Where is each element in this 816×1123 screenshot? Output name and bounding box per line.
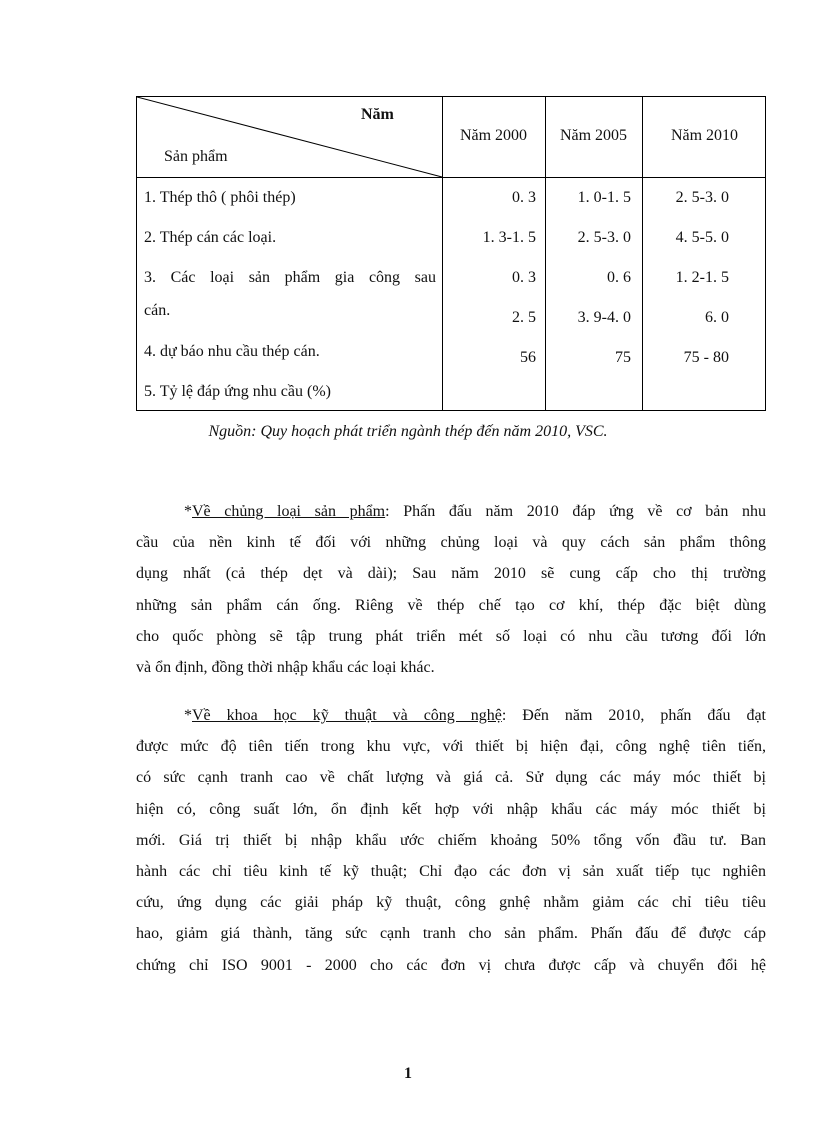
header-divider <box>442 177 765 178</box>
paragraph-heading: Về chủng loại sản phẩm <box>192 503 386 520</box>
table-cell: 2. 5-3. 0 <box>577 229 631 246</box>
page-number: 1 <box>404 1065 412 1082</box>
production-table <box>136 96 766 411</box>
column-header: Năm 2010 <box>670 127 739 144</box>
row-label: 1. Thép thô ( phôi thép) <box>144 189 296 206</box>
table-cell: 1. 0-1. 5 <box>577 189 631 206</box>
table-cell: 0. 3 <box>512 189 536 206</box>
paragraph-line: hành các chỉ tiêu kinh tế kỹ thuật; Chỉ đạo các đơn vị sản xuất tiếp tục nghiên <box>136 862 766 880</box>
table-cell: 75 - 80 <box>683 349 729 366</box>
paragraph-line: cho quốc phòng sẽ tập trung phát triển mét số loại có nhu cầu tương đối lớn <box>136 627 766 645</box>
table-cell: 0. 6 <box>607 269 631 286</box>
paragraph-line: cầu của nền kinh tế đối với những chủng loại và quy cách sản phẩm thông <box>136 534 766 552</box>
paragraph-line: chứng chỉ ISO 9001 - 2000 cho các đơn vị chưa được cấp và chuyển đổi hệ <box>136 956 766 974</box>
paragraph-product-types <box>136 496 766 683</box>
paragraph-line: và ổn định, đồng thời nhập khẩu các loại khác. <box>136 658 435 676</box>
bullet-star: * <box>184 707 192 724</box>
paragraph-line: hiện có, công suất lớn, ổn định kết hợp với nhập khẩu các máy móc thiết bị <box>136 800 766 818</box>
paragraph-heading: Về khoa học kỹ thuật và công nghệ <box>192 707 502 724</box>
table-cell: 1. 3-1. 5 <box>482 229 536 246</box>
header-divider <box>137 177 442 178</box>
paragraph-line: những sản phẩm cán ống. Riêng về thép chế tạo cơ khí, thép đặc biệt dùng <box>136 596 766 614</box>
table-cell: 1. 2-1. 5 <box>675 269 729 286</box>
paragraph-line <box>136 496 766 527</box>
paragraph-text: : Đến năm 2010, phấn đấu đạt <box>501 707 766 724</box>
header-corner-product: Sản phẩm <box>164 148 228 165</box>
table-cell: 2. 5-3. 0 <box>675 189 729 206</box>
column-header: Năm 2005 <box>559 127 628 144</box>
header-corner-year: Năm <box>361 106 394 123</box>
table-cell: 56 <box>520 349 536 366</box>
paragraph-line: có sức cạnh tranh cao về chất lượng và giá cả. Sử dụng các máy móc thiết bị <box>136 769 766 787</box>
table-cell: 4. 5-5. 0 <box>675 229 729 246</box>
paragraph-line: mới. Giá trị thiết bị nhập khẩu ước chiếm khoảng 50% tổng vốn đầu tư. Ban <box>136 831 766 849</box>
row-label: 4. dự báo nhu cầu thép cán. <box>144 343 320 360</box>
bullet-star: * <box>184 503 192 520</box>
table-cell: 2. 5 <box>512 309 536 326</box>
row-label: cán. <box>144 302 171 319</box>
row-label: 3. Các loại sản phẩm gia công sau <box>144 269 436 286</box>
table-cell: 75 <box>615 349 631 366</box>
column-header: Năm 2000 <box>459 127 528 144</box>
table-cell: 0. 3 <box>512 269 536 286</box>
row-label: 5. Tỷ lệ đáp ứng nhu cầu (%) <box>144 383 331 400</box>
paragraph-line: cứu, ứng dụng các giải pháp kỹ thuật, công gnhệ nhằm giảm các chỉ tiêu tiêu <box>136 894 766 912</box>
row-label: 2. Thép cán các loại. <box>144 229 277 246</box>
table-cell: 3. 9-4. 0 <box>577 309 631 326</box>
paragraph-line: được mức độ tiên tiến trong khu vực, với thiết bị hiện đại, công nghệ tiên tiến, <box>136 738 766 756</box>
paragraph-technology <box>136 700 766 981</box>
table-source-caption: Nguồn: Quy hoạch phát triển ngành thép đến năm 2010, VSC. <box>208 423 608 440</box>
paragraph-line: hao, giảm giá thành, tăng sức cạnh tranh cho sản phẩm. Phấn đấu để được cáp <box>136 925 766 943</box>
table-cell: 6. 0 <box>705 309 729 326</box>
paragraph-line <box>136 700 766 731</box>
paragraph-line: dụng nhất (cả thép dẹt và dài); Sau năm 2010 sẽ cung cấp cho thị trường <box>136 565 766 583</box>
paragraph-text: : Phấn đấu năm 2010 đáp ứng về cơ bản nhu <box>385 503 766 520</box>
